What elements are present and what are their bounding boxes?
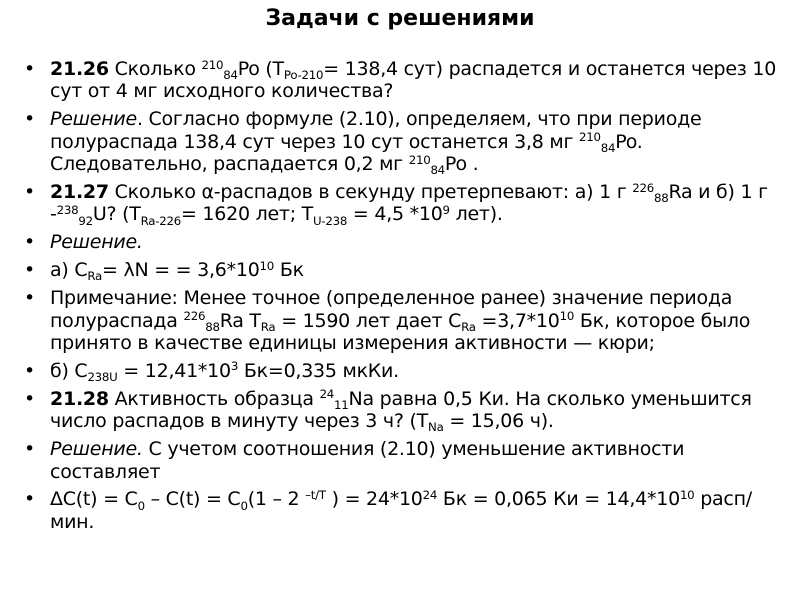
text-run: Ra bbox=[461, 319, 476, 334]
text-run: U? (T bbox=[92, 203, 141, 226]
text-run: Po-210 bbox=[283, 68, 324, 83]
text-run: 84 bbox=[223, 68, 238, 83]
text-run: (1 – 2 bbox=[247, 488, 306, 511]
text-run: Na равна 0,5 Ки. На сколько уменьшится число распадов в минуту через 3 ч? (T bbox=[50, 387, 752, 433]
problem-list bbox=[24, 58, 788, 539]
text-run: – C(t) = C bbox=[144, 488, 241, 511]
list-item-note-21-27 bbox=[24, 287, 788, 354]
list-item-solution-21-27-a bbox=[24, 258, 788, 284]
text-run: Po (T bbox=[237, 58, 284, 80]
text-run: 24 bbox=[422, 487, 438, 502]
text-run: 24 bbox=[319, 387, 335, 402]
text-run: 10 bbox=[559, 309, 575, 324]
text-run: Решение. bbox=[50, 231, 143, 254]
text-run: 210 bbox=[408, 152, 431, 167]
list-item-formula-21-28 bbox=[24, 488, 788, 533]
text-run: 21.28 bbox=[50, 387, 109, 410]
text-run: расп/мин. bbox=[50, 488, 752, 533]
text-run: . Согласно формуле (2.10), определяем, что при периоде полураспада 138,4 сут через 10 сут останется 3,8 мг bbox=[50, 108, 702, 153]
list-item-solution-21-27-b bbox=[24, 360, 788, 382]
text-run: Ra bbox=[260, 319, 276, 334]
text-run: 226 bbox=[632, 180, 654, 195]
text-run: Решение. bbox=[50, 438, 143, 461]
text-run: С учетом соотношения (2.10) уменьшение активности составляет bbox=[50, 438, 685, 483]
text-run: ) = 24*10 bbox=[325, 488, 423, 511]
text-run: 88 bbox=[653, 191, 669, 206]
text-run: 210 bbox=[201, 57, 224, 72]
text-run: Решение bbox=[50, 108, 137, 131]
text-run: Бк, которое было принято в качестве единицы измерения активности — кюри; bbox=[50, 309, 751, 354]
text-run: 9 bbox=[442, 202, 450, 217]
page-title: Задачи с решениями bbox=[265, 6, 535, 31]
text-run: = 1590 лет дает C bbox=[275, 309, 462, 332]
text-run: = 1620 лет; T bbox=[180, 203, 314, 226]
text-run: 10 bbox=[679, 487, 695, 502]
text-run: 0 bbox=[240, 498, 248, 513]
text-run: 3 bbox=[230, 359, 239, 374]
text-run: = 4,5 *10 bbox=[347, 203, 443, 226]
text-run: 0 bbox=[137, 498, 145, 513]
text-run: Бк=0,335 мкКи. bbox=[238, 359, 399, 382]
text-run: 10 bbox=[259, 258, 275, 273]
text-run: 238 bbox=[56, 202, 79, 217]
list-item-solution-21-26 bbox=[24, 108, 788, 178]
text-run: Сколько bbox=[108, 58, 202, 80]
text-run: ΔC(t) = C bbox=[50, 488, 138, 511]
text-run: Бк bbox=[274, 259, 304, 282]
text-run: лет). bbox=[449, 203, 503, 226]
text-run: Ra-226 bbox=[140, 213, 181, 228]
list-item-solution-21-27-heading bbox=[24, 231, 788, 253]
text-run: = 15,06 ч). bbox=[443, 410, 554, 433]
text-run: Ra и б) 1 г - bbox=[50, 181, 768, 226]
text-run: 21.27 bbox=[50, 181, 109, 204]
text-run: =3,7*10 bbox=[475, 309, 560, 332]
text-run: 238U bbox=[87, 369, 118, 384]
text-run: а) C bbox=[50, 259, 88, 282]
text-run: 84 bbox=[430, 163, 445, 178]
list-item-problem-21-28 bbox=[24, 388, 788, 433]
text-run: 84 bbox=[600, 140, 616, 155]
text-run: Примечание: Менее точное (определенное ранее) значение периода полураспада bbox=[50, 287, 733, 332]
list-item-solution-21-28 bbox=[24, 438, 788, 483]
text-run: 92 bbox=[78, 213, 93, 228]
text-run: = λN = = 3,6*10 bbox=[102, 259, 260, 282]
text-run: Na bbox=[428, 420, 444, 435]
text-run: Активность образца bbox=[108, 387, 320, 410]
text-run: Сколько α-распадов в секунду претерпевают: а) 1 г bbox=[108, 181, 633, 204]
text-run: б) C bbox=[50, 359, 88, 382]
text-run: –t/T bbox=[305, 487, 326, 502]
text-run: U-238 bbox=[313, 213, 348, 228]
list-item-problem-21-26 bbox=[24, 58, 788, 103]
text-run: 11 bbox=[334, 397, 349, 412]
text-run: Po. Следовательно, распадается 0,2 мг bbox=[50, 130, 643, 176]
text-run: 226 bbox=[183, 309, 206, 324]
text-run: Ra T bbox=[219, 309, 261, 332]
text-run: 21.26 bbox=[50, 58, 109, 80]
text-run: Po . bbox=[444, 153, 479, 176]
text-run: 88 bbox=[205, 319, 220, 334]
text-run: = 138,4 сут) распадется и останется через 10 сут от 4 мг исходного количества? bbox=[50, 58, 777, 103]
text-run: Бк = 0,065 Ки = 14,4*10 bbox=[437, 488, 680, 511]
text-run: 210 bbox=[579, 130, 601, 145]
text-run: Ra bbox=[87, 269, 103, 284]
text-run: = 12,41*10 bbox=[117, 359, 231, 382]
list-item-problem-21-27 bbox=[24, 181, 788, 226]
